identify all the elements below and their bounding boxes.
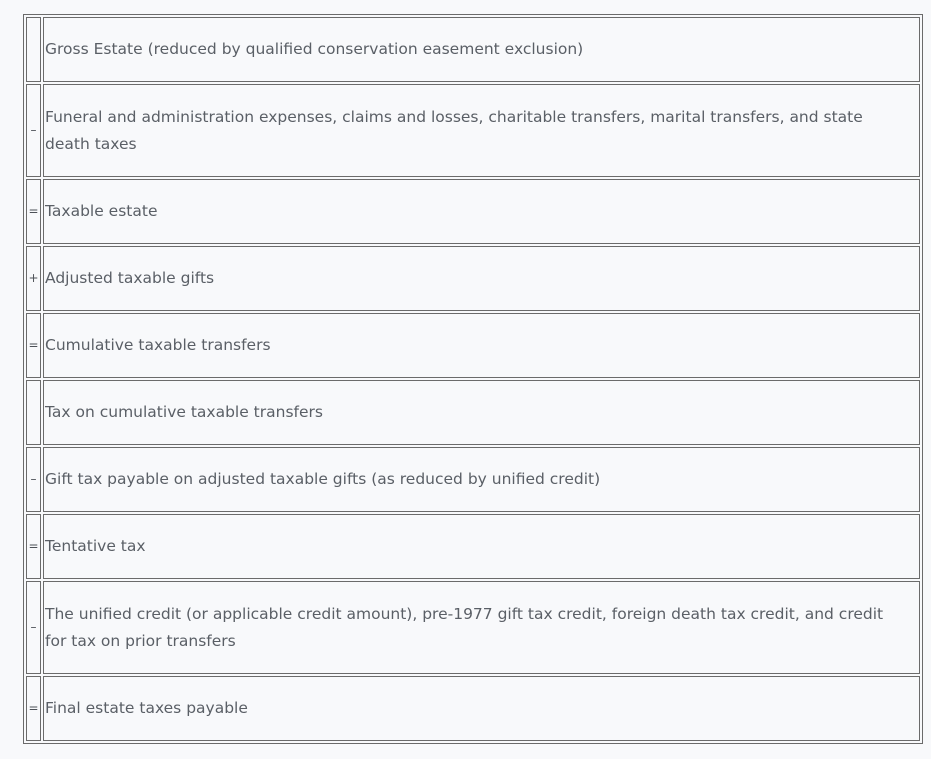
table-row	[26, 676, 920, 741]
table-row	[26, 581, 920, 674]
operator-cell: +	[26, 246, 41, 311]
description-cell: Cumulative taxable transfers	[43, 313, 920, 378]
operator-cell: =	[26, 313, 41, 378]
description-cell: Tentative tax	[43, 514, 920, 579]
table-row	[26, 84, 920, 177]
description-cell: The unified credit (or applicable credit amount), pre-1977 gift tax credit, foreign death tax credit, and credit for tax on prior transfers	[43, 581, 920, 674]
description-cell: Gross Estate (reduced by qualified conservation easement exclusion)	[43, 17, 920, 82]
operator-cell: =	[26, 179, 41, 244]
operator-cell	[26, 17, 41, 82]
table-row	[26, 447, 920, 512]
table-row	[26, 380, 920, 445]
table-row	[26, 313, 920, 378]
operator-cell: –	[26, 447, 41, 512]
operator-cell: –	[26, 581, 41, 674]
description-cell: Adjusted taxable gifts	[43, 246, 920, 311]
description-cell: Gift tax payable on adjusted taxable gifts (as reduced by unified credit)	[43, 447, 920, 512]
estate-tax-computation-table	[23, 14, 923, 744]
description-cell: Taxable estate	[43, 179, 920, 244]
table-row	[26, 246, 920, 311]
table-row	[26, 514, 920, 579]
table-row	[26, 179, 920, 244]
operator-cell: –	[26, 84, 41, 177]
description-cell: Funeral and administration expenses, claims and losses, charitable transfers, marital transfers, and state death taxes	[43, 84, 920, 177]
operator-cell	[26, 380, 41, 445]
description-cell: Tax on cumulative taxable transfers	[43, 380, 920, 445]
operator-cell: =	[26, 514, 41, 579]
estate-tax-table-container	[23, 14, 923, 744]
description-cell: Final estate taxes payable	[43, 676, 920, 741]
operator-cell: =	[26, 676, 41, 741]
table-row	[26, 17, 920, 82]
